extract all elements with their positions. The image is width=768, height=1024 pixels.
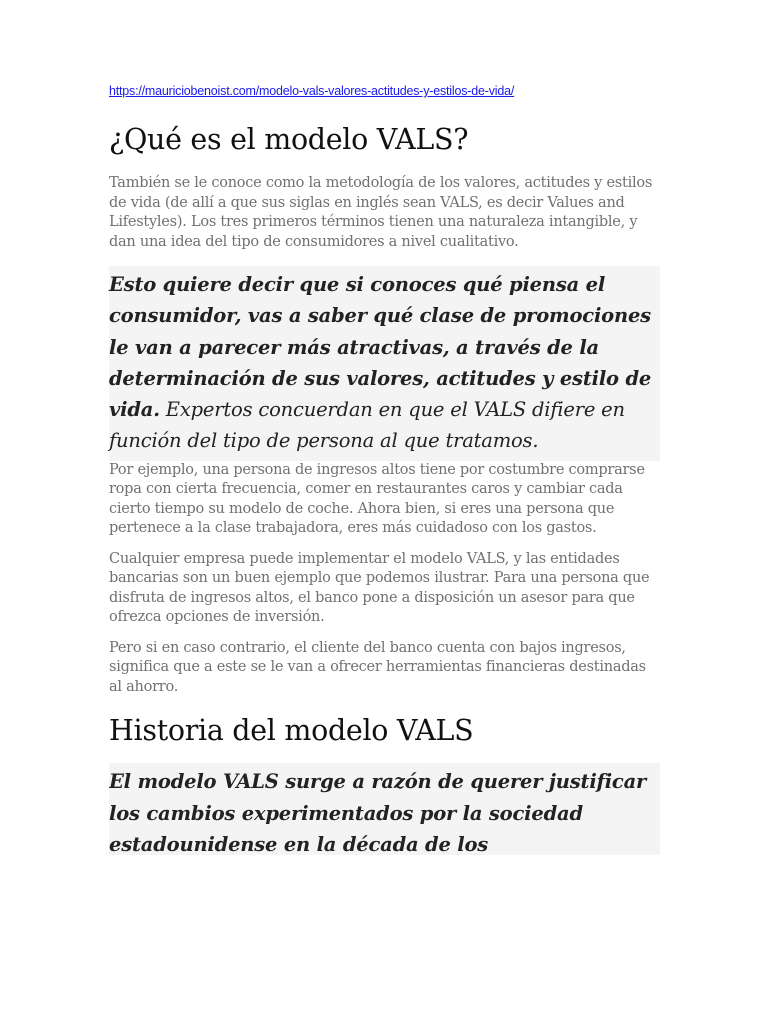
intro-paragraph: También se le conoce como la metodología de los valores, actitudes y estilos de vida (de allí a que sus siglas en inglés sean VALS, es decir Values and Lifestyles). Los tres primeros términos tienen una naturaleza intangible, y dan una idea del tipo de consumidores a nivel cualitativo. bbox=[109, 175, 653, 250]
page-title: ¿Qué es el modelo VALS? bbox=[109, 123, 469, 156]
highlight-quote-2: El modelo VALS surge a razón de querer justificar los cambios experimentados por la sociedad estadounidense en la década de los bbox=[109, 763, 660, 855]
source-url-link[interactable]: https://mauriciobenoist.com/modelo-vals-valores-actitudes-y-estilos-de-vida/ bbox=[109, 84, 515, 98]
contrary-paragraph: Pero si en caso contrario, el cliente del banco cuenta con bajos ingresos, significa que a este se le van a ofrecer herramientas financieras destinadas al ahorro. bbox=[109, 639, 646, 695]
section-title-history: Historia del modelo VALS bbox=[109, 714, 474, 748]
company-paragraph: Cualquier empresa puede implementar el modelo VALS, y las entidades bancarias son un buen ejemplo que podemos ilustrar. Para una persona que disfruta de ingresos altos, el banco pone a disposición un asesor para que ofrezca opciones de inversión. bbox=[109, 550, 650, 626]
document-page bbox=[109, 84, 660, 855]
example-paragraph: Por ejemplo, una persona de ingresos altos tiene por costumbre comprarse ropa con cierta frecuencia, comer en restaurantes caros y cambiar cada cierto tiempo su modelo de coche. Ahora bien, si eres una persona que pertenece a la clase trabajadora, eres más cuidadoso con los gastos. bbox=[109, 461, 645, 537]
quote-1-bold-text: Esto quiere decir que si conoces qué piensa el consumidor, vas a saber qué clase de promociones le van a parecer más atractivas, a través de la determinación de sus valores, actitudes y estilo de vida. bbox=[109, 273, 652, 422]
highlight-quote-1 bbox=[109, 266, 660, 461]
quote-1-regular-text: Expertos concuerdan en que el VALS difiere en función del tipo de persona al que tratamos. bbox=[109, 398, 625, 453]
